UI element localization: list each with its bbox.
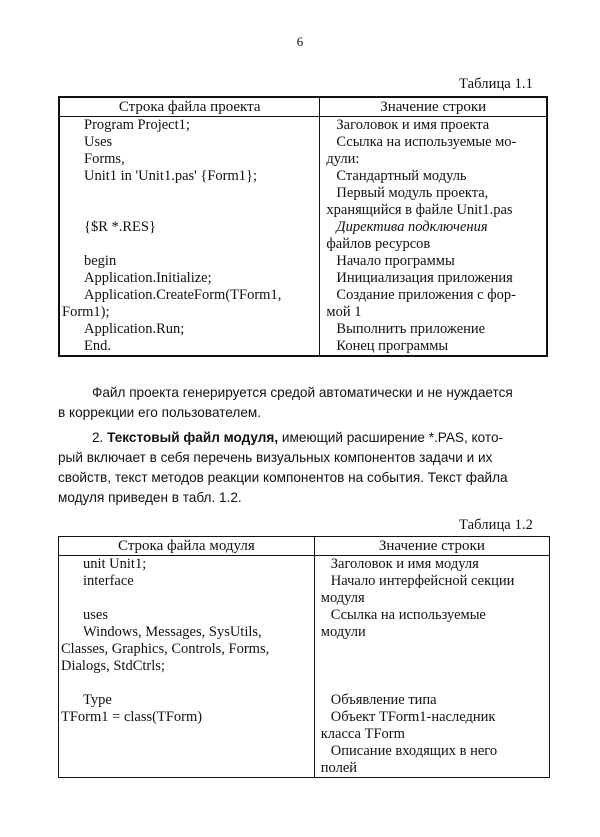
paragraph-1-line: Файл проекта генерируется средой автоматически и не нуждается (92, 385, 513, 400)
table-1-left-line: begin (84, 253, 117, 269)
table-1-left-line: Form1); (62, 304, 110, 320)
table-2-left-line-blank (83, 675, 310, 692)
paragraph-1-line: в коррекции его пользователем. (58, 405, 261, 420)
page-number: 6 (296, 34, 304, 49)
table-2-left-line: Type (83, 692, 112, 708)
table-1-right-line: Заголовок и имя проекта (336, 117, 490, 133)
table-2-right-line: полей (320, 760, 358, 776)
table-1-left-line-blank (84, 236, 315, 253)
table-1-header-right: Значение строки (320, 97, 547, 117)
table-2-left-line: Classes, Graphics, Controls, Forms, (61, 641, 270, 657)
table-2-right-column (314, 556, 549, 778)
table-2-left-line-blank (83, 726, 310, 743)
paragraph-2-line: свойств, текст методов реакции компонентов на события. Текст файла (58, 470, 508, 485)
table-1-left-line: Application.CreateForm(TForm1, (84, 287, 282, 303)
table-2-right-line: класса TForm (320, 726, 405, 742)
table-1-right-line: дули: (326, 151, 360, 167)
table-2-right-line-blank (321, 641, 543, 658)
table-1-right-line: Выполнить приложение (336, 321, 486, 337)
table-2-right-line: Объект TForm1-наследник (330, 709, 496, 725)
table-2-left-line-blank (83, 743, 310, 760)
table-1-right-line: Ссылка на используемые мо- (336, 134, 517, 150)
paragraph-2-bold-term: Текстовый файл модуля, (107, 430, 279, 445)
table-1-left-line-blank (84, 202, 315, 219)
table-1-right-line: Конец программы (336, 338, 449, 354)
table-1-left-line: End. (84, 338, 111, 354)
table-2-right-line: Ссылка на используемые (330, 607, 486, 623)
table-2-left-column (59, 556, 315, 778)
table-2-right-line: Заголовок и имя модуля (330, 556, 479, 572)
table-2-header-right: Значение строки (314, 537, 549, 556)
table-2-left-line: Dialogs, StdCtrls; (61, 658, 165, 674)
table-1-right-line: Начало программы (336, 253, 455, 269)
table-2-right-line-blank (321, 675, 543, 692)
table-1-left-line: Uses (84, 134, 113, 150)
table-2-right-line: Начало интерфейсной секции (330, 573, 515, 589)
table-2-left-line: Windows, Messages, SysUtils, (83, 624, 262, 640)
table-2-right-line: модули (320, 624, 366, 640)
table-1-right-line: Стандартный модуль (336, 168, 467, 184)
table-caption-2: Таблица 1.2 (459, 517, 533, 533)
table-2-left-line: uses (83, 607, 108, 623)
paragraph-2-number: 2. (92, 430, 104, 445)
table-1-left-line: Unit1 in 'Unit1.pas' {Form1}; (84, 168, 258, 184)
paragraph-2-line1-rest: имеющий расширение *.PAS, кото- (281, 430, 504, 445)
table-1-right-column (320, 117, 547, 357)
table-1-left-line: Forms, (84, 151, 125, 167)
table-2-left-line: TForm1 = class(TForm) (61, 709, 203, 725)
table-1-right-line: хранящийся в файле Unit1.pas (326, 202, 513, 218)
table-2-left-line-blank (83, 590, 310, 607)
paragraph-2-line (58, 428, 548, 448)
table-caption-1: Таблица 1.1 (459, 76, 533, 92)
table-1-left-line: Application.Run; (84, 321, 185, 337)
table-1-right-line: Первый модуль проекта, (336, 185, 489, 201)
table-2-left-line: interface (83, 573, 134, 589)
table-1 (58, 96, 548, 357)
table-2-right-line: модуля (320, 590, 365, 606)
table-1-right-line: Директива подключения (336, 219, 488, 235)
paragraph-2 (58, 428, 548, 508)
table-1-left-column (59, 117, 320, 357)
table-1-right-line: мой 1 (326, 304, 362, 320)
table-2-left-line: unit Unit1; (83, 556, 147, 572)
table-1-left-line: Application.Initialize; (84, 270, 212, 286)
table-1-left-line: {$R *.RES} (84, 219, 156, 235)
table-1-right-line: Создание приложения с фор- (336, 287, 516, 303)
paragraph-2-line: модуля приведен в табл. 1.2. (58, 490, 242, 505)
table-2-header-left: Строка файла модуля (59, 537, 315, 556)
table-2-left-line-blank (83, 760, 310, 777)
paragraph-2-line: рый включает в себя перечень визуальных компонентов задачи и их (58, 450, 493, 465)
table-1-right-line: Инициализация приложения (336, 270, 513, 286)
table-1-left-line: Program Project1; (84, 117, 190, 133)
table-2-right-line-blank (321, 658, 543, 675)
table-1-header-left: Строка файла проекта (59, 97, 320, 117)
table-1-left-line-blank (84, 185, 315, 202)
table-1-right-line: файлов ресурсов (326, 236, 431, 252)
table-2 (58, 536, 550, 778)
paragraph-1 (58, 383, 548, 423)
table-2-right-line: Объявление типа (330, 692, 437, 708)
table-2-right-line: Описание входящих в него (330, 743, 498, 759)
